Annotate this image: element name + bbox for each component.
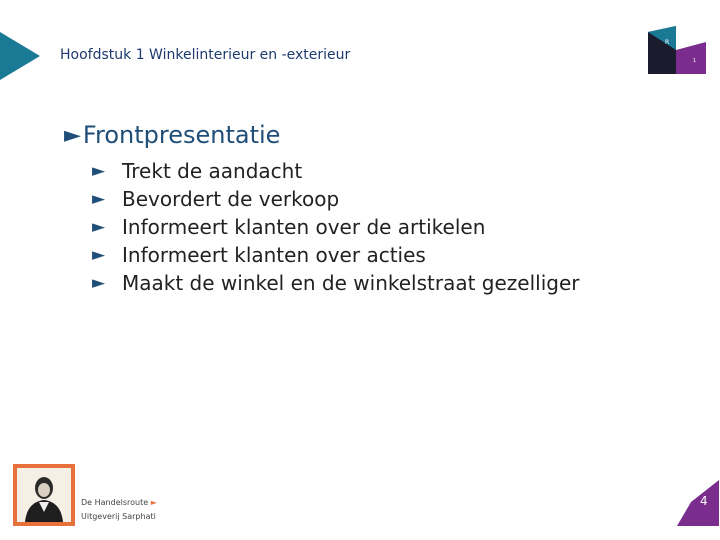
bullet-arrow-icon: ► xyxy=(92,217,106,237)
heading-arrow-icon: ► xyxy=(64,122,81,148)
logo-letter-bottom: 1 xyxy=(693,58,697,64)
section-title-text: Frontpresentatie xyxy=(82,121,281,149)
page-number: 4 xyxy=(700,494,708,508)
bullet-text: Maakt de winkel en de winkelstraat gezelliger xyxy=(122,271,580,295)
page-badge xyxy=(677,480,719,526)
section-heading xyxy=(64,121,280,149)
list-item xyxy=(92,157,580,185)
chapter-header-title: Hoofdstuk 1 Winkelinterieur en -exterieur xyxy=(60,47,351,63)
bullet-arrow-icon: ► xyxy=(92,273,106,293)
list-item xyxy=(92,241,580,269)
list-item xyxy=(92,269,580,297)
bullet-text: Informeert klanten over de artikelen xyxy=(122,215,486,239)
bullet-text: Trekt de aandacht xyxy=(122,159,303,183)
list-item xyxy=(92,213,580,241)
list-item xyxy=(92,185,580,213)
bullet-text: Informeert klanten over acties xyxy=(122,243,426,267)
chapter-logo-mark xyxy=(646,26,708,76)
bullet-text: Bevordert de verkoop xyxy=(122,187,340,211)
bullet-list xyxy=(92,157,580,297)
portrait-icon xyxy=(17,468,71,522)
portrait-image xyxy=(13,464,75,526)
publisher-logo xyxy=(13,464,163,528)
publisher-line-1 xyxy=(81,498,157,507)
bullet-arrow-icon: ► xyxy=(92,189,106,209)
corner-triangle xyxy=(0,32,40,80)
publisher-line-2: Uitgeverij Sarphati xyxy=(81,512,156,521)
bullet-arrow-icon: ► xyxy=(92,161,106,181)
publisher-arrow-icon: ► xyxy=(150,498,157,507)
publisher-name: De Handelsroute xyxy=(81,498,149,507)
bullet-arrow-icon: ► xyxy=(92,245,106,265)
logo-letter-top: R xyxy=(665,39,670,46)
